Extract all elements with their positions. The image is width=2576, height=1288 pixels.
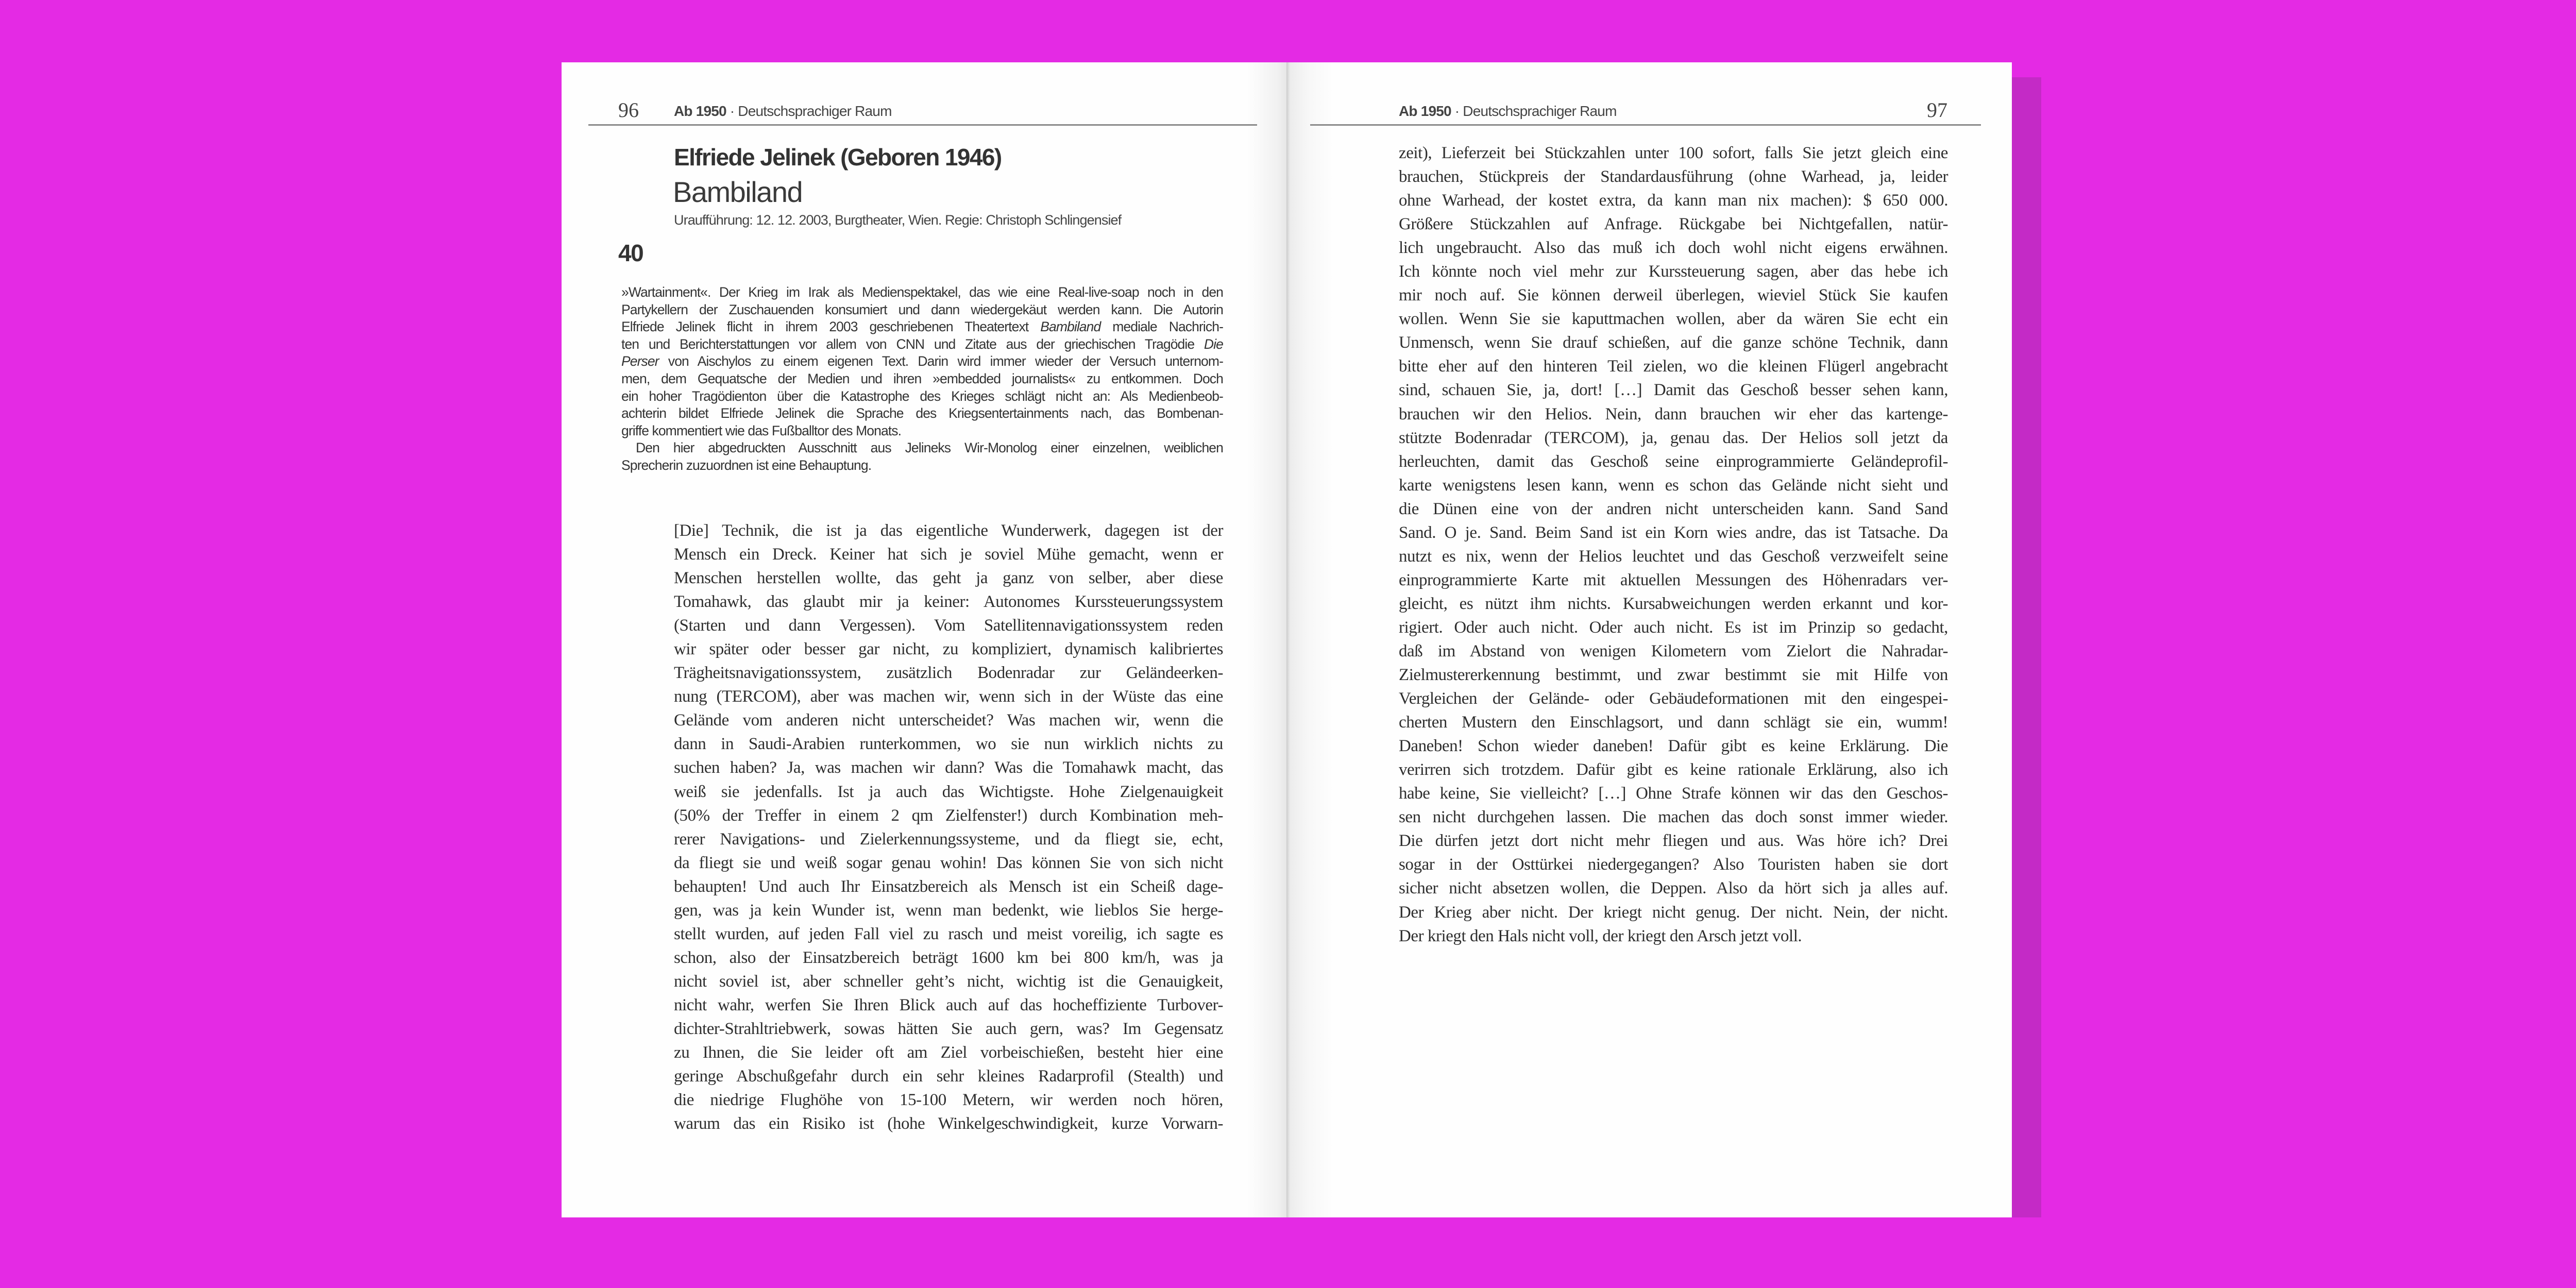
text-line: (50% der Treffer in einem 2 qm Zielfenster!) durch Kombination meh-	[674, 806, 1223, 825]
header-rule-left	[588, 124, 1257, 126]
text-run: mediale Nachrich-	[1100, 319, 1223, 335]
text-line: wir später oder besser gar nicht, zu kompliziert, dynamisch kalibriertes	[674, 640, 1223, 659]
text-line: cherten Mustern den Einschlagsort, und dann schlägt sie ein, wumm!	[1399, 713, 1948, 732]
running-head-section: Deutschsprachiger Raum	[738, 103, 892, 119]
running-head-right	[1399, 103, 1617, 120]
text-line: bitte eher auf den hinteren Teil zielen, wo die kleinen Flügerl angebracht	[1399, 357, 1948, 376]
text-line: nicht soviel ist, aber schneller geht’s nicht, wichtig ist die Genauigkeit,	[674, 972, 1223, 991]
text-line: [Die] Technik, die ist ja das eigentliche Wunderwerk, dagegen ist der	[674, 521, 1223, 540]
text-line: weiß sie jedenfalls. Ist ja auch das Wichtigste. Hohe Zielgenauigkeit	[674, 782, 1223, 801]
running-head-separator: ·	[1451, 103, 1463, 119]
text-line: nicht wahr, werfen Sie Ihren Blick auch auf das hocheffiziente Turbover-	[674, 995, 1223, 1014]
text-line: Der kriegt den Hals nicht voll, der kriegt den Arsch jetzt voll.	[1399, 926, 1802, 945]
text-line: dann in Saudi-Arabien runterkommen, wo sie nun wirklich nichts zu	[674, 735, 1223, 754]
intro-line	[621, 422, 1223, 440]
text-line: Vergleichen der Gelände- oder Gebäudeformationen mit den eingespei-	[1399, 689, 1948, 708]
italic-title: Bambiland	[1040, 319, 1101, 335]
text-run: griffe kommentiert wie das Fußballtor des Monats.	[621, 422, 902, 438]
text-line: gen, was ja kein Wunder ist, wenn man bedenkt, wie lieblos Sie herge-	[674, 901, 1223, 920]
intro-line	[621, 388, 1223, 405]
header-rule-right	[1310, 124, 1981, 126]
text-run: Elfriede Jelinek flicht in ihrem 2003 geschriebenen Theatertext	[621, 319, 1041, 335]
intro-line	[621, 336, 1223, 353]
book-spine-gutter	[1286, 62, 1287, 1217]
text-line: zu Ihnen, die Sie leider oft am Ziel vorbeischießen, besteht hier eine	[674, 1043, 1223, 1062]
text-line: rerer Navigations- und Zielerkennungssysteme, und da fliegt sie, echt,	[674, 829, 1223, 849]
text-line: wollen. Wenn Sie sie kaputtmachen wollen, aber da wären Sie echt ein	[1399, 310, 1948, 329]
text-line: Daneben! Schon wieder daneben! Dafür gibt es keine Erklärung. Die	[1399, 737, 1948, 756]
text-line: karte wenigstens lesen kann, wenn es schon das Gelände nicht sieht und	[1399, 476, 1948, 495]
text-line: nutzt es nix, wenn der Helios leuchtet und das Geschoß verzweifelt seine	[1399, 547, 1948, 566]
text-line: Die dürfen jetzt dort nicht mehr fliegen und aus. Was höre ich? Drei	[1399, 832, 1948, 851]
text-line: Größere Stückzahlen auf Anfrage. Rückgabe bei Nichtgefallen, natür-	[1399, 215, 1948, 234]
text-line: rigiert. Oder auch nicht. Oder auch nicht. Es ist im Prinzip so gedacht,	[1399, 618, 1948, 637]
excerpt-text-right	[1399, 141, 1948, 948]
intro-line	[621, 318, 1223, 336]
page-number-right: 97	[1927, 98, 1947, 122]
text-line: sen nicht durchgehen lassen. Die machen das doch sonst immer wieder.	[1399, 808, 1948, 827]
intro-line	[621, 457, 1223, 474]
text-run: Partykellern der Zuschauenden konsumiert und dann wiedergekäut werden kann. Die Autorin	[621, 301, 1223, 317]
text-line: mir noch auf. Sie können derweil überlegen, wieviel Stück Sie kaufen	[1399, 286, 1948, 305]
text-line: sicher nicht absetzen wollen, die Deppen. Also da hört sich ja alles auf.	[1399, 879, 1948, 898]
text-line: schon, also der Einsatzbereich beträgt 1600 km bei 800 km/h, was ja	[674, 948, 1223, 967]
text-run: Sprecherin zuzuordnen ist eine Behauptung.	[621, 457, 872, 473]
text-line: warum das ein Risiko ist (hohe Winkelgeschwindigkeit, kurze Vorwarn-	[674, 1114, 1223, 1133]
text-line: Trägheitsnavigationssystem, zusätzlich Bodenradar zur Geländeerken-	[674, 664, 1223, 683]
text-line: die Dünen eine von der andren nicht unterscheiden kann. Sand Sand	[1399, 499, 1948, 518]
text-line: Gelände vom anderen nicht unterscheidet? Was machen wir, wenn die	[674, 711, 1223, 730]
text-run: »Wartainment«. Der Krieg im Irak als Medienspektakel, das wie eine Real-live-soap noch in den	[621, 284, 1223, 300]
text-line: ohne Warhead, der kostet extra, da kann man nix machen): $ 650 000.	[1399, 191, 1948, 210]
running-head-left	[674, 103, 892, 120]
intro-line	[621, 284, 1223, 301]
intro-line	[621, 439, 1223, 457]
text-line: Menschen herstellen wollte, das geht ja ganz von selber, aber diese	[674, 569, 1223, 588]
intro-line	[621, 370, 1223, 388]
text-run: ein hoher Tragödienton über die Katastrophe des Krieges schlägt nicht an: Als Medienbeob-	[621, 388, 1223, 404]
running-head-section: Deutschsprachiger Raum	[1463, 103, 1617, 119]
text-line: sogar in der Osttürkei niedergegangen? Also Touristen haben sie dort	[1399, 855, 1948, 874]
text-line: gleicht, es nützt ihm nichts. Kursabweichungen werden erkannt und kor-	[1399, 594, 1948, 613]
intro-line	[621, 301, 1223, 319]
text-line: Mensch ein Dreck. Keiner hat sich je soviel Mühe gemacht, wenn er	[674, 545, 1223, 564]
text-line: Tomahawk, das glaubt mir ja keiner: Autonomes Kurssteuerungssystem	[674, 592, 1223, 612]
text-run: von Aischylos zu einem eigenen Text. Darin wird immer wieder der Versuch unternom-	[658, 353, 1223, 369]
text-line: Sand. O je. Sand. Beim Sand ist ein Korn wies andre, das ist Tatsache. Da	[1399, 523, 1948, 542]
text-line: dichter-Strahltriebwerk, sowas hätten Sie auch gern, was? Im Gegensatz	[674, 1019, 1223, 1038]
page-number-left: 96	[618, 98, 639, 122]
text-line: Ich könnte noch viel mehr zur Kurssteuerung sagen, aber das hebe ich	[1399, 262, 1948, 281]
text-line: sind, schauen Sie, ja, dort! […] Damit das Geschoß besser sehen kann,	[1399, 381, 1948, 400]
text-line: die niedrige Flughöhe von 15-100 Metern, wir werden noch hören,	[674, 1091, 1223, 1110]
text-line: stellt wurden, auf jeden Fall viel zu rasch und meist voreilig, ich sagte es	[674, 924, 1223, 943]
text-line: Zielmustererkennung bestimmt, und zwar bestimmt sie mit Hilfe von	[1399, 666, 1948, 685]
text-line: brauchen wir den Helios. Nein, dann brauchen wir eher das kartenge-	[1399, 404, 1948, 423]
work-title: Bambiland	[673, 176, 803, 208]
excerpt-text-left	[674, 519, 1223, 1136]
intro-line	[621, 405, 1223, 422]
book-drop-shadow	[2012, 77, 2041, 1217]
text-line: Der Krieg aber nicht. Der kriegt nicht genug. Der nicht. Nein, der nicht.	[1399, 903, 1948, 922]
author-heading: Elfriede Jelinek (Geboren 1946)	[674, 144, 1002, 171]
text-line: verirren sich trotzdem. Dafür gibt es keine rationale Erklärung, also ich	[1399, 760, 1948, 779]
running-head-period: Ab 1950	[1399, 103, 1451, 119]
text-line: suchen haben? Ja, was machen wir dann? Was die Tomahawk macht, das	[674, 758, 1223, 777]
text-run: Den hier abgedruckten Ausschnitt aus Jelineks Wir-Monolog einer einzelnen, weiblichen	[636, 440, 1223, 456]
text-line: einprogrammierte Karte mit aktuellen Messungen des Höhenradars ver-	[1399, 570, 1948, 589]
text-run: ten und Berichterstattungen vor allem von CNN und Zitate aus der griechischen Tragödie	[621, 336, 1204, 352]
text-line: lich ungebraucht. Also das muß ich doch wohl nicht eigens erwähnen.	[1399, 239, 1948, 258]
text-line: habe keine, Sie vielleicht? […] Ohne Strafe können wir das den Geschos-	[1399, 784, 1948, 803]
text-line: geringe Abschußgefahr durch ein sehr kleines Radarprofil (Stealth) und	[674, 1067, 1223, 1086]
text-line: zeit), Lieferzeit bei Stückzahlen unter 100 sofort, falls Sie jetzt gleich eine	[1399, 144, 1948, 162]
text-line: herleuchten, damit das Geschoß seine einprogrammierte Geländeprofil-	[1399, 452, 1948, 471]
text-line: nung (TERCOM), aber was machen wir, wenn sich in der Wüste das eine	[674, 687, 1223, 706]
text-line: brauchen, Stückpreis der Standardausführung (ohne Warhead, ja, leider	[1399, 167, 1948, 187]
text-line: Unmensch, wenn Sie drauf schießen, auf die ganze schöne Technik, dann	[1399, 333, 1948, 352]
intro-line	[621, 353, 1223, 370]
text-line: daß im Abstand von wenigen Kilometern vom Zielort die Nahradar-	[1399, 641, 1948, 660]
text-line: (Starten und dann Vergessen). Vom Satellitennavigationssystem reden	[674, 616, 1223, 635]
italic-title: Die	[1204, 336, 1223, 352]
premiere-info: Uraufführung: 12. 12. 2003, Burgtheater, Wien. Regie: Christoph Schlingensief	[674, 212, 1122, 228]
text-line: da fliegt sie und weiß sogar genau wohin! Das können Sie von sich nicht	[674, 853, 1223, 872]
entry-number: 40	[618, 240, 643, 266]
text-line: stützte Bodenradar (TERCOM), ja, genau das. Der Helios soll jetzt da	[1399, 428, 1948, 447]
text-run: men, dem Gequatsche der Medien und ihren »embedded journalists« zu entkommen. Doch	[621, 370, 1223, 386]
running-head-period: Ab 1950	[674, 103, 726, 119]
running-head-separator: ·	[726, 103, 738, 119]
italic-title: Perser	[621, 353, 659, 369]
text-run: achterin bildet Elfriede Jelinek die Sprache des Kriegsentertainments nach, das Bombenan-	[621, 405, 1223, 421]
text-line: behaupten! Und auch Ihr Einsatzbereich als Mensch ist ein Scheiß dage-	[674, 877, 1223, 896]
intro-paragraph	[621, 284, 1223, 474]
